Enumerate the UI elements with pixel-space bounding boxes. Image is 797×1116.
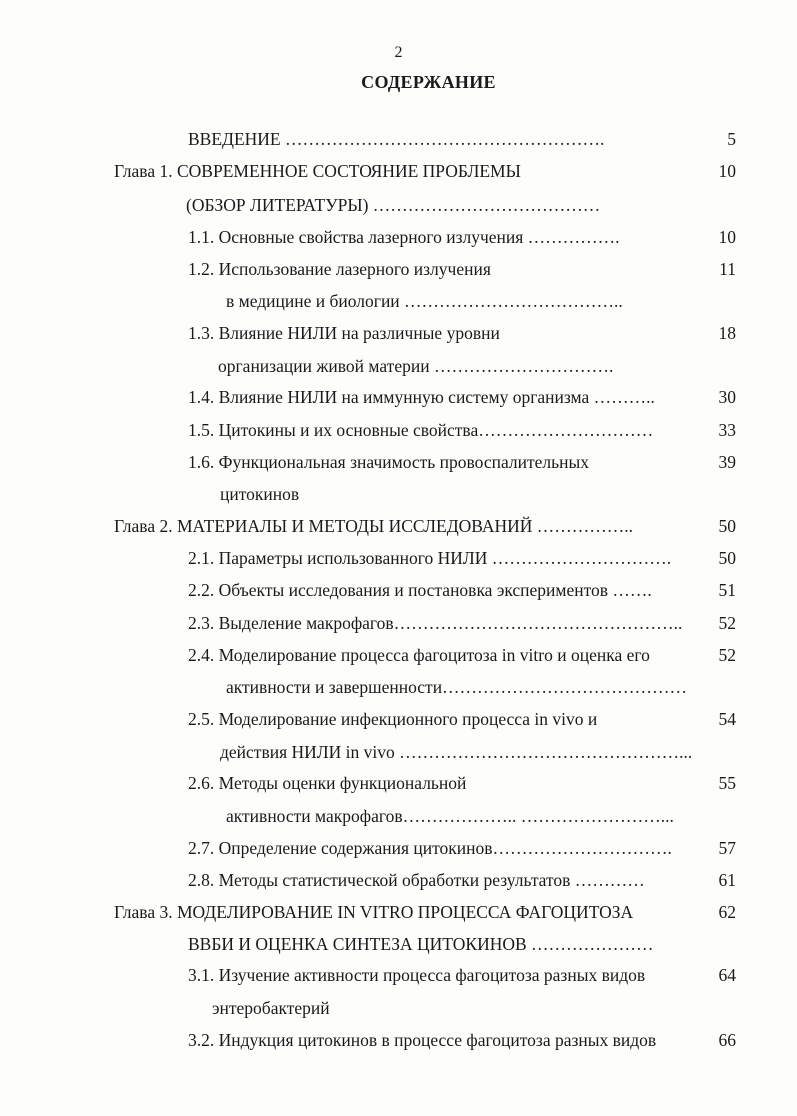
toc-entry-text: 1.3. Влияние НИЛИ на различные уровни [188, 323, 500, 343]
toc-entry-text: 3.1. Изучение активности процесса фагоцитоза разных видов [188, 965, 646, 985]
toc-entry-page: 57 [718, 838, 736, 858]
toc-entry-text: 2.1. Параметры использованного НИЛИ …………………………. [188, 548, 672, 568]
toc-entry-page: 51 [718, 580, 736, 600]
toc-entry-page: 11 [719, 259, 736, 279]
toc-entry-page: 52 [718, 645, 736, 665]
toc-entry-text: 1.1. Основные свойства лазерного излучения ……………. [188, 227, 620, 247]
page-number: 2 [394, 44, 403, 61]
toc-entry-text: 1.2. Использование лазерного излучения [188, 259, 491, 279]
toc-entry-page: 66 [718, 1030, 736, 1050]
toc-entry-page: 18 [718, 323, 736, 343]
toc-entry-text: 1.5. Цитокины и их основные свойства………………………… [188, 420, 654, 440]
toc-entry-page: 39 [718, 452, 736, 472]
toc-entry-page: 55 [718, 773, 736, 793]
toc-entry-text: в медицине и биологии ……………………………….. [226, 291, 623, 311]
toc-entry-page: 33 [718, 420, 736, 440]
toc-entry-page: 30 [718, 387, 736, 407]
toc-entry-text: цитокинов [220, 484, 300, 504]
toc-entry-text: Глава 2. МАТЕРИАЛЫ И МЕТОДЫ ИССЛЕДОВАНИЙ …………….. [114, 516, 634, 536]
toc-entry-text: 2.5. Моделирование инфекционного процесса in vivo и [188, 709, 598, 729]
toc-entry-text: действия НИЛИ in vivo …………………………………………... [220, 742, 693, 762]
toc-entry-page: 54 [718, 709, 736, 729]
toc-entry-text: 1.6. Функциональная значимость провоспалительных [188, 452, 589, 472]
toc-entry-text: Глава 3. МОДЕЛИРОВАНИЕ IN VITRO ПРОЦЕССА ФАГОЦИТОЗА [114, 902, 634, 922]
toc-entry-text: 2.8. Методы статистической обработки результатов ………… [188, 870, 645, 890]
page-title: СОДЕРЖАНИЕ [361, 72, 496, 92]
toc-entry-text: 2.4. Моделирование процесса фагоцитоза in vitro и оценка его [188, 645, 650, 665]
toc-entry-page: 61 [718, 870, 736, 890]
toc-entry-text: энтеробактерий [212, 998, 330, 1018]
toc-entry-text: 2.7. Определение содержания цитокинов…………………………. [188, 838, 672, 858]
toc-entry-text: организации живой материи …………………………. [218, 356, 614, 376]
toc-entry-page: 5 [727, 129, 736, 149]
toc-entry-text: 3.2. Индукция цитокинов в процессе фагоцитоза разных видов [188, 1030, 657, 1050]
toc-entry-page: 52 [718, 613, 736, 633]
toc-entry-text: 2.3. Выделение макрофагов………………………………………….. [188, 613, 683, 633]
toc-entry-page: 50 [718, 516, 736, 536]
toc-entry-text: 2.6. Методы оценки функциональной [188, 773, 467, 793]
toc-entry-text: ВВБИ И ОЦЕНКА СИНТЕЗА ЦИТОКИНОВ ………………… [188, 934, 654, 954]
toc-entry-page: 50 [718, 548, 736, 568]
toc-entry-page: 62 [718, 902, 736, 922]
toc-entry-text: 2.2. Объекты исследования и постановка экспериментов ……. [188, 580, 652, 600]
toc-entry-page: 10 [718, 227, 736, 247]
toc-entry-text: активности макрофагов……………….. ……………………... [226, 806, 674, 826]
toc-entry-text: 1.4. Влияние НИЛИ на иммунную систему организма ……….. [188, 387, 655, 407]
toc-entry-page: 10 [718, 161, 736, 181]
toc-entry-page: 64 [718, 965, 736, 985]
toc-entry-text: (ОБЗОР ЛИТЕРАТУРЫ) ………………………………… [186, 195, 601, 215]
toc-entry-text: активности и завершенности…………………………………… [226, 677, 688, 697]
toc-entry-text: Глава 1. СОВРЕМЕННОЕ СОСТОЯНИЕ ПРОБЛЕМЫ [114, 161, 521, 181]
toc-entry-text: ВВЕДЕНИЕ ………………………………………………. [188, 129, 605, 149]
